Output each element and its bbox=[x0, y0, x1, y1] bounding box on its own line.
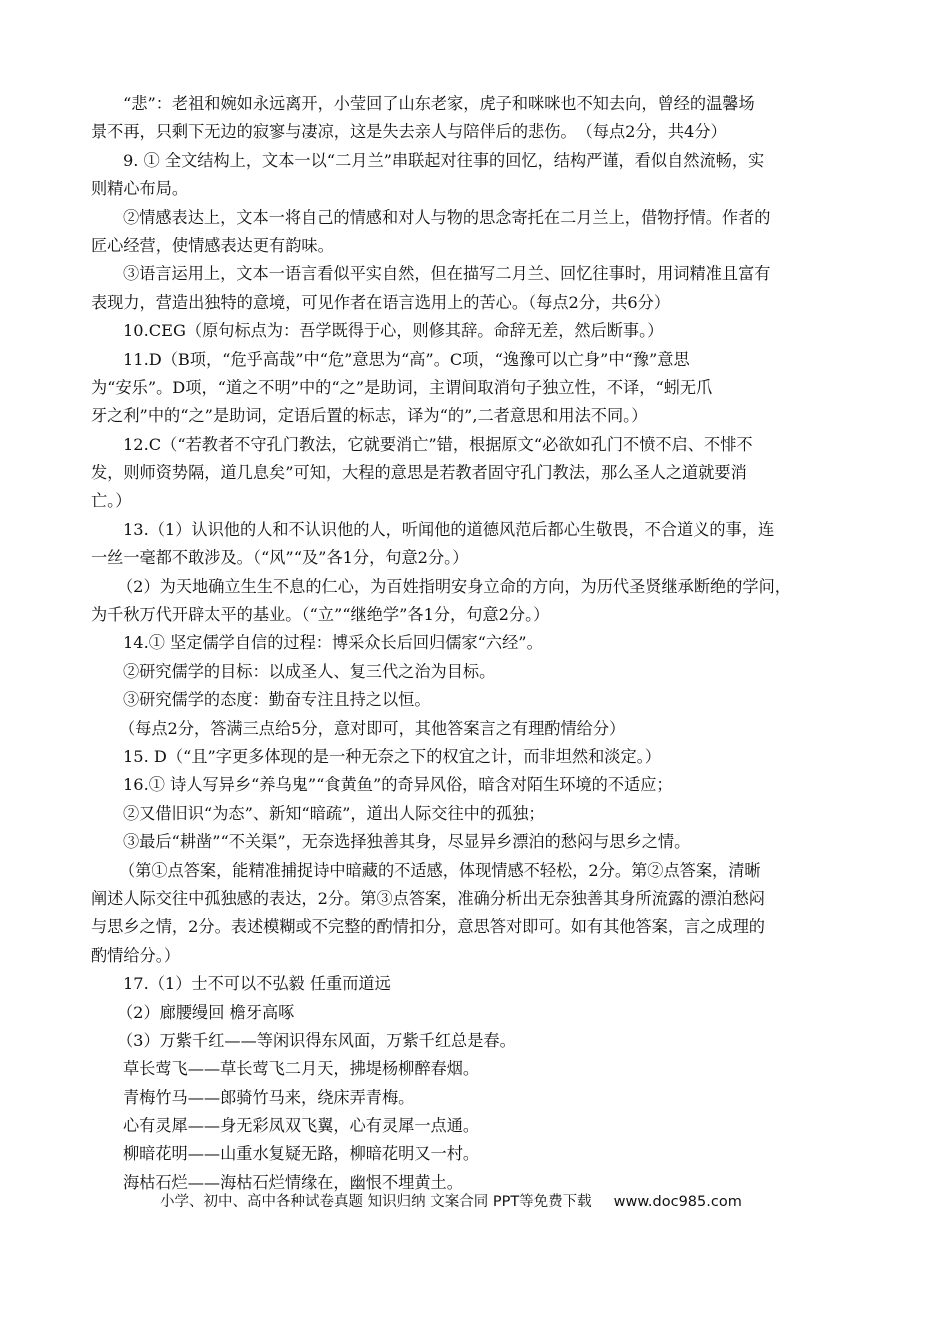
text-line: 为“安乐”。D项，“道之不明”中的“之”是助词，主谓间取消句子独立性，不译，“蚓无爪 bbox=[91, 377, 713, 397]
text-line: 16.① 诗人写异乡“养乌鬼”“食黄鱼”的奇异风俗，暗含对陌生环境的不适应； bbox=[123, 775, 673, 795]
text-line: 15. D（“且”字更多体现的是一种无奈之下的权宜之计，而非坦然和淡定。） bbox=[123, 746, 661, 766]
page-footer bbox=[160, 1192, 742, 1212]
footer-text: 小学、初中、高中各种试卷真题 知识归纳 文案合同 PPT等免费下载 bbox=[160, 1194, 592, 1210]
text-line: （2）廊腰缦回 檐牙高啄 bbox=[117, 1002, 295, 1022]
text-line: 表现力，营造出独特的意境，可见作者在语言选用上的苦心。（每点2分，共6分） bbox=[91, 292, 671, 312]
text-line: 11.D（B项，“危乎高哉”中“危”意思为“高”。C项，“逸豫可以亡身”中“豫”意思 bbox=[123, 349, 690, 369]
text-line: 则精心布局。 bbox=[91, 179, 189, 199]
text-line: 海枯石烂——海枯石烂情缘在，幽恨不埋黄土。 bbox=[123, 1172, 463, 1192]
text-line: ②又借旧识“为态”、新知“暗疏”，道出人际交往中的孤独； bbox=[123, 803, 545, 823]
text-line: （3）万紫千红——等闲识得东风面，万紫千红总是春。 bbox=[117, 1030, 516, 1050]
text-line: 为千秋万代开辟太平的基业。（“立”“继绝学”各1分，句意2分。） bbox=[91, 605, 550, 625]
text-line: 匠心经营，使情感表达更有韵味。 bbox=[91, 235, 334, 255]
document-body bbox=[91, 90, 869, 1197]
text-line: 青梅竹马——郎骑竹马来，绕床弄青梅。 bbox=[123, 1087, 415, 1107]
text-line: 10.CEG（原句标点为：吾学既得于心，则修其辞。命辞无差，然后断事。） bbox=[123, 321, 664, 341]
text-line: 发，则师资势隔，道几息矣”可知，大程的意思是若教者固守孔门教法，那么圣人之道就要消 bbox=[91, 463, 747, 483]
text-line: （第①点答案，能精准捕捉诗中暗藏的不适感，体现情感不轻松，2分。第②点答案，清晰 bbox=[119, 860, 761, 880]
text-line: 17.（1）士不可以不弘毅 任重而道远 bbox=[123, 974, 391, 994]
text-line: 草长莺飞——草长莺飞二月天，拂堤杨柳醉春烟。 bbox=[123, 1059, 480, 1079]
text-line: ③语言运用上，文本一语言看似平实自然，但在描写二月兰、回忆往事时，用词精准且富有 bbox=[123, 264, 771, 284]
text-line: ③最后“耕凿”“不关渠”，无奈选择独善其身，尽显异乡漂泊的愁闷与思乡之情。 bbox=[123, 832, 691, 852]
text-line: 12.C（“若教者不守孔门教法，它就要消亡”错，根据原文“必欲如孔门不愤不启、不悱不 bbox=[123, 434, 753, 454]
text-line: 与思乡之情，2分。表述模糊或不完整的酌情扣分，意思答对即可。如有其他答案，言之成理的 bbox=[91, 917, 765, 937]
text-line: 柳暗花明——山重水复疑无路，柳暗花明又一村。 bbox=[123, 1144, 480, 1164]
text-line: ②情感表达上，文本一将自己的情感和对人与物的思念寄托在二月兰上，借物抒情。作者的 bbox=[123, 207, 771, 227]
text-line: 牙之利”中的“之”是助词，定语后置的标志，译为“的”,二者意思和用法不同。） bbox=[91, 406, 648, 426]
text-line: ③研究儒学的态度：勤奋专注且持之以恒。 bbox=[123, 690, 431, 710]
text-line: 亡。） bbox=[91, 491, 132, 511]
footer-url: www.doc985.com bbox=[613, 1194, 742, 1210]
text-line: 心有灵犀——身无彩凤双飞翼，心有灵犀一点通。 bbox=[123, 1116, 480, 1136]
text-line: （每点2分，答满三点给5分，意对即可，其他答案言之有理酌情给分） bbox=[119, 718, 626, 738]
text-line: 9. ① 全文结构上，文本一以“二月兰”串联起对往事的回忆，结构严谨，看似自然流畅，实 bbox=[123, 150, 765, 170]
text-line: 景不再，只剩下无边的寂寥与凄凉，这是失去亲人与陪伴后的悲伤。 （每点2分，共4分） bbox=[91, 122, 727, 142]
text-line: 14.① 坚定儒学自信的过程：博采众长后回归儒家“六经”。 bbox=[123, 633, 543, 653]
text-line: ②研究儒学的目标：以成圣人、复三代之治为目标。 bbox=[123, 661, 496, 681]
text-line: 13.（1）认识他的人和不认识他的人，听闻他的道德风范后都心生敬畏，不合道义的事，连 bbox=[123, 519, 775, 539]
text-line: 阐述人际交往中孤独感的表达，2分。第③点答案，准确分析出无奈独善其身所流露的漂泊愁闷 bbox=[91, 888, 765, 908]
text-line: 一丝一毫都不敢涉及。（“风”“及”各1分，句意2分。） bbox=[91, 548, 469, 568]
text-line: “悲”：老祖和婉如永远离开，小莹回了山东老家，虎子和咪咪也不知去向，曾经的温馨场 bbox=[123, 94, 755, 113]
text-line: （2）为天地确立生生不息的仁心，为百姓指明安身立命的方向，为历代圣贤继承断绝的学问， bbox=[117, 576, 791, 596]
text-line: 酌情给分。） bbox=[91, 945, 181, 965]
